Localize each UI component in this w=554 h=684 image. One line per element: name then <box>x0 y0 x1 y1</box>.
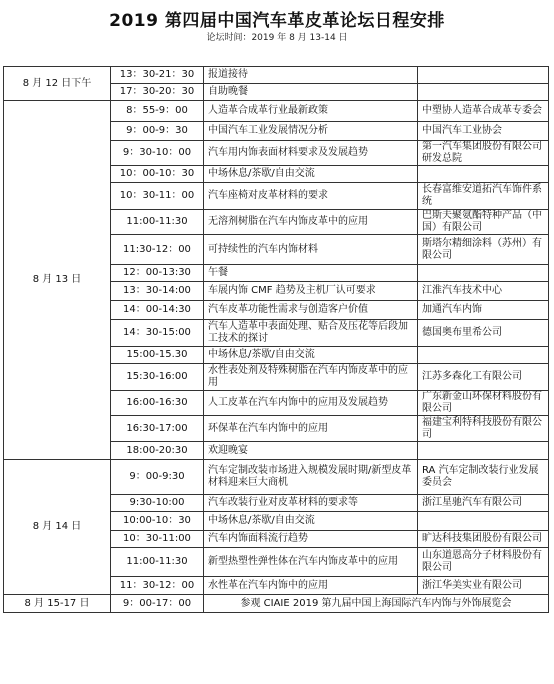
topic-cell: 汽车用内饰表面材料要求及发展趋势 <box>204 141 418 166</box>
organization-cell: RA 汽车定制改装行业发展委员会 <box>418 460 549 495</box>
organization-cell: 斯塔尔精细涂料（苏州）有限公司 <box>418 235 549 265</box>
topic-cell: 新型热塑性弹性体在汽车内饰皮革中的应用 <box>204 548 418 577</box>
organization-cell: 浙江华美实业有限公司 <box>418 577 549 595</box>
time-cell: 12：00-13:30 <box>111 265 204 282</box>
topic-cell: 汽车皮革功能性需求与创造客户价值 <box>204 301 418 320</box>
time-cell: 10：30-11：00 <box>111 183 204 210</box>
time-cell: 15:00-15.30 <box>111 347 204 364</box>
topic-cell: 报道接待 <box>204 67 418 84</box>
topic-cell: 汽车内饰面料流行趋势 <box>204 531 418 548</box>
organization-cell: 中塑协人造革合成革专委会 <box>418 101 549 122</box>
time-cell: 8：55-9：00 <box>111 101 204 122</box>
topic-cell: 无溶剂树脂在汽车内饰皮革中的应用 <box>204 210 418 235</box>
time-cell: 11:00-11:30 <box>111 548 204 577</box>
forum-dates: 论坛时间：2019 年 8 月 13-14 日 <box>206 33 348 43</box>
organization-cell: 旷达科技集团股份有限公司 <box>418 531 549 548</box>
organization-cell: 加通汽车内饰 <box>418 301 549 320</box>
time-cell: 11:30-12：00 <box>111 235 204 265</box>
topic-cell: 中场休息/茶歇/自由交流 <box>204 347 418 364</box>
topic-cell: 午餐 <box>204 265 418 282</box>
topic-cell: 人工皮革在汽车内饰中的应用及发展趋势 <box>204 391 418 416</box>
topic-cell: 中国汽车工业发展情况分析 <box>204 122 418 141</box>
topic-cell: 汽车改装行业对皮革材料的要求等 <box>204 495 418 512</box>
time-cell: 16:30-17:00 <box>111 416 204 442</box>
organization-cell: 巴斯夫聚氨酯特种产品（中国）有限公司 <box>418 210 549 235</box>
date-cell: 8 月 14 日 <box>4 460 111 595</box>
organization-cell: 山东道恩高分子材料股份有限公司 <box>418 548 549 577</box>
topic-cell: 汽车定制改装市场进入规模发展时期/新型皮革材料迎来巨大商机 <box>204 460 418 495</box>
time-cell: 10：30-11:00 <box>111 531 204 548</box>
organization-cell: 德国奥布里希公司 <box>418 320 549 347</box>
organization-cell: 广东新金山环保材料股份有限公司 <box>418 391 549 416</box>
organization-cell: 江苏多森化工有限公司 <box>418 364 549 391</box>
topic-cell: 水性表处剂及特殊树脂在汽车内饰皮革中的应用 <box>204 364 418 391</box>
organization-cell <box>418 67 549 84</box>
topic-cell: 自助晚餐 <box>204 84 418 101</box>
topic-cell: 可持续性的汽车内饰材料 <box>204 235 418 265</box>
organization-cell: 福建宝利特科技股份有限公司 <box>418 416 549 442</box>
organization-cell: 江淮汽车技术中心 <box>418 282 549 301</box>
date-cell: 8 月 15-17 日 <box>4 595 111 613</box>
organization-cell <box>418 265 549 282</box>
topic-cell: 水性革在汽车内饰中的应用 <box>204 577 418 595</box>
organization-cell: 中国汽车工业协会 <box>418 122 549 141</box>
topic-cell: 汽车人造革中表面处理、贴合及压花等后段加工技术的探讨 <box>204 320 418 347</box>
time-cell: 18:00-20:30 <box>111 442 204 460</box>
organization-cell <box>418 347 549 364</box>
time-cell: 9：00-17：00 <box>111 595 204 613</box>
topic-cell: 环保革在汽车内饰中的应用 <box>204 416 418 442</box>
time-cell: 9:30-10:00 <box>111 495 204 512</box>
organization-cell: 第一汽车集团股份有限公司研发总院 <box>418 141 549 166</box>
schedule-row <box>4 101 549 122</box>
schedule-row <box>4 595 549 613</box>
topic-cell: 中场休息/茶歇/自由交流 <box>204 166 418 183</box>
time-cell: 11:00-11:30 <box>111 210 204 235</box>
time-cell: 10:00-10：30 <box>111 512 204 531</box>
date-cell: 8 月 12 日下午 <box>4 67 111 101</box>
topic-cell: 中场休息/茶歇/自由交流 <box>204 512 418 531</box>
date-cell: 8 月 13 日 <box>4 101 111 460</box>
page-title: 2019 第四届中国汽车革皮革论坛日程安排 <box>109 11 445 31</box>
time-cell: 9：00-9：30 <box>111 122 204 141</box>
time-cell: 13：30-14:00 <box>111 282 204 301</box>
topic-cell: 汽车座椅对皮革材料的要求 <box>204 183 418 210</box>
organization-cell <box>418 84 549 101</box>
organization-cell <box>418 512 549 531</box>
time-cell: 13：30-21：30 <box>111 67 204 84</box>
organization-cell: 浙江星驰汽车有限公司 <box>418 495 549 512</box>
topic-cell: 车展内饰 CMF 趋势及主机厂认可要求 <box>204 282 418 301</box>
time-cell: 9：00-9:30 <box>111 460 204 495</box>
time-cell: 17：30-20：30 <box>111 84 204 101</box>
time-cell: 14：30-15:00 <box>111 320 204 347</box>
organization-cell <box>418 166 549 183</box>
time-cell: 15:30-16:00 <box>111 364 204 391</box>
organization-cell: 长春富维安道拓汽车饰件系统 <box>418 183 549 210</box>
time-cell: 9：30-10：00 <box>111 141 204 166</box>
time-cell: 16:00-16:30 <box>111 391 204 416</box>
schedule-table <box>3 66 549 613</box>
topic-cell: 欢迎晚宴 <box>204 442 418 460</box>
time-cell: 14：00-14:30 <box>111 301 204 320</box>
time-cell: 11：30-12：00 <box>111 577 204 595</box>
schedule-row <box>4 460 549 495</box>
organization-cell <box>418 442 549 460</box>
topic-cell: 参观 CIAIE 2019 第九届中国上海国际汽车内饰与外饰展览会 <box>204 595 549 613</box>
schedule-body <box>4 67 549 613</box>
time-cell: 10：00-10：30 <box>111 166 204 183</box>
topic-cell: 人造革合成革行业最新政策 <box>204 101 418 122</box>
schedule-row <box>4 67 549 84</box>
